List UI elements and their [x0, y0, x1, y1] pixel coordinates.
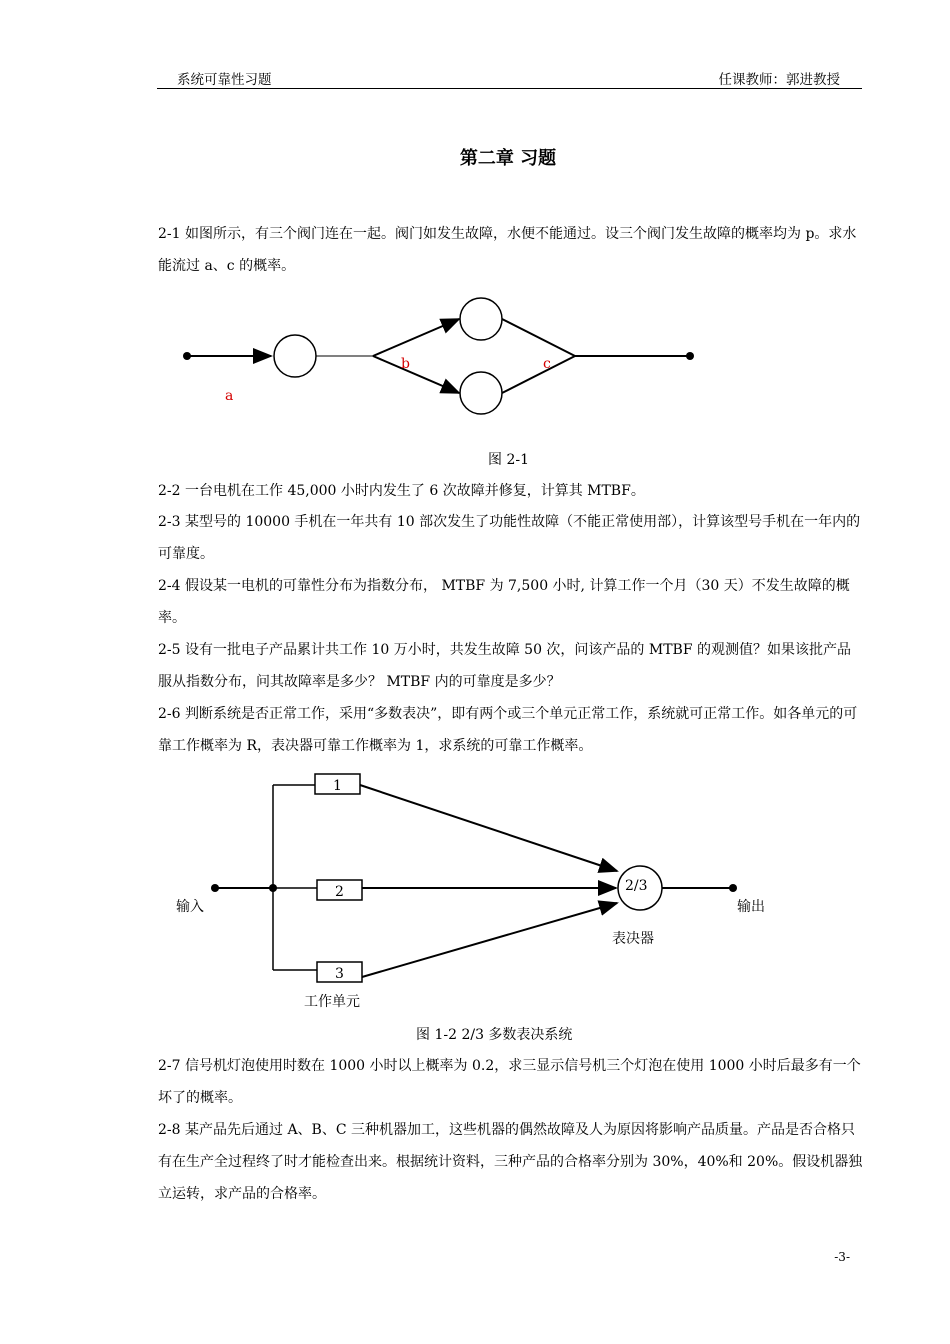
fig2-output-text: 输出: [737, 899, 765, 915]
fig2-unit-1-label: 1: [333, 778, 342, 794]
fig2-units-name: 工作单元: [304, 994, 360, 1010]
fig2-voter-name: 表决器: [612, 931, 654, 947]
header-course-title: 系统可靠性习题: [177, 72, 272, 88]
fig1-label-a: a: [225, 388, 234, 404]
fig1-upper-branch: [373, 319, 459, 356]
problem-2-8: 2-8 某产品先后通过 A、B、C 三种机器加工，这些机器的偶然故障及人为原因将影响产品质量。产品是否合格只有在生产全过程终了时才能检查出来。根据统计资料，三种产品的合格率分别为 30%，40%和 20%。假设机器独立运转，求产品的合格率。: [158, 1122, 863, 1202]
page-number: -3-: [834, 1250, 850, 1264]
fig2-output-node: [729, 884, 737, 892]
fig1-valve-1: [274, 335, 316, 377]
problem-2-3: 2-3 某型号的 10000 手机在一年共有 10 部次发生了功能性故障（不能正常使用部），计算该型号手机在一年内的可靠度。: [158, 514, 861, 562]
fig1-valve-3: [460, 372, 502, 414]
problem-2-2: 2-2 一台电机在工作 45,000 小时内发生了 6 次故障并修复，计算其 MTBF。: [158, 483, 645, 499]
problem-2-6: 2-6 判断系统是否正常工作，采用“多数表决”，即有两个或三个单元正常工作，系统就可正常工作。如各单元的可靠工作概率为 R，表决器可靠工作概率为 1，求系统的可靠工作概率。: [158, 706, 858, 754]
fig2-unit-2-label: 2: [335, 884, 344, 900]
fig2-input-text: 输入: [176, 899, 204, 915]
fig1-lower-branch: [373, 356, 459, 393]
fig1-valve-2: [460, 298, 502, 340]
problem-2-1: 2-1 如图所示，有三个阀门连在一起。阀门如发生故障，水便不能通过。设三个阀门发生故障的概率均为 p。求水能流过 a、c 的概率。: [158, 226, 857, 274]
figure-2-1-caption: 图 2-1: [488, 452, 529, 468]
problem-2-5: 2-5 设有一批电子产品累计共工作 10 万小时，共发生故障 50 次，问该产品的 MTBF 的观测值？如果该批产品服从指数分布，问其故障率是多少？ MTBF 内的可靠度是多少？: [158, 642, 851, 690]
fig1-upper-merge: [502, 319, 575, 356]
figure-1-2-caption: 图 1-2 2/3 多数表决系统: [416, 1027, 573, 1043]
fig2-voter-label: 2/3: [625, 878, 648, 894]
figure-1-2: [176, 774, 765, 1010]
header-teacher: 任课教师：郭进教授: [718, 72, 840, 88]
page-title: 第二章 习题: [459, 148, 557, 169]
fig1-label-c: c: [543, 356, 551, 372]
fig2-arrow-3: [362, 903, 617, 977]
fig1-output-node: [686, 352, 694, 360]
problem-2-4: 2-4 假设某一电机的可靠性分布为指数分布， MTBF 为 7,500 小时, 计算工作一个月（30 天）不发生故障的概率。: [158, 578, 850, 626]
fig2-arrow-1: [360, 785, 617, 871]
problem-2-7: 2-7 信号机灯泡使用时数在 1000 小时以上概率为 0.2，求三显示信号机三个灯泡在使用 1000 小时后最多有一个坏了的概率。: [158, 1058, 861, 1106]
fig1-label-b: b: [401, 356, 410, 372]
fig2-unit-3-label: 3: [335, 966, 344, 982]
fig1-lower-merge: [502, 356, 575, 393]
